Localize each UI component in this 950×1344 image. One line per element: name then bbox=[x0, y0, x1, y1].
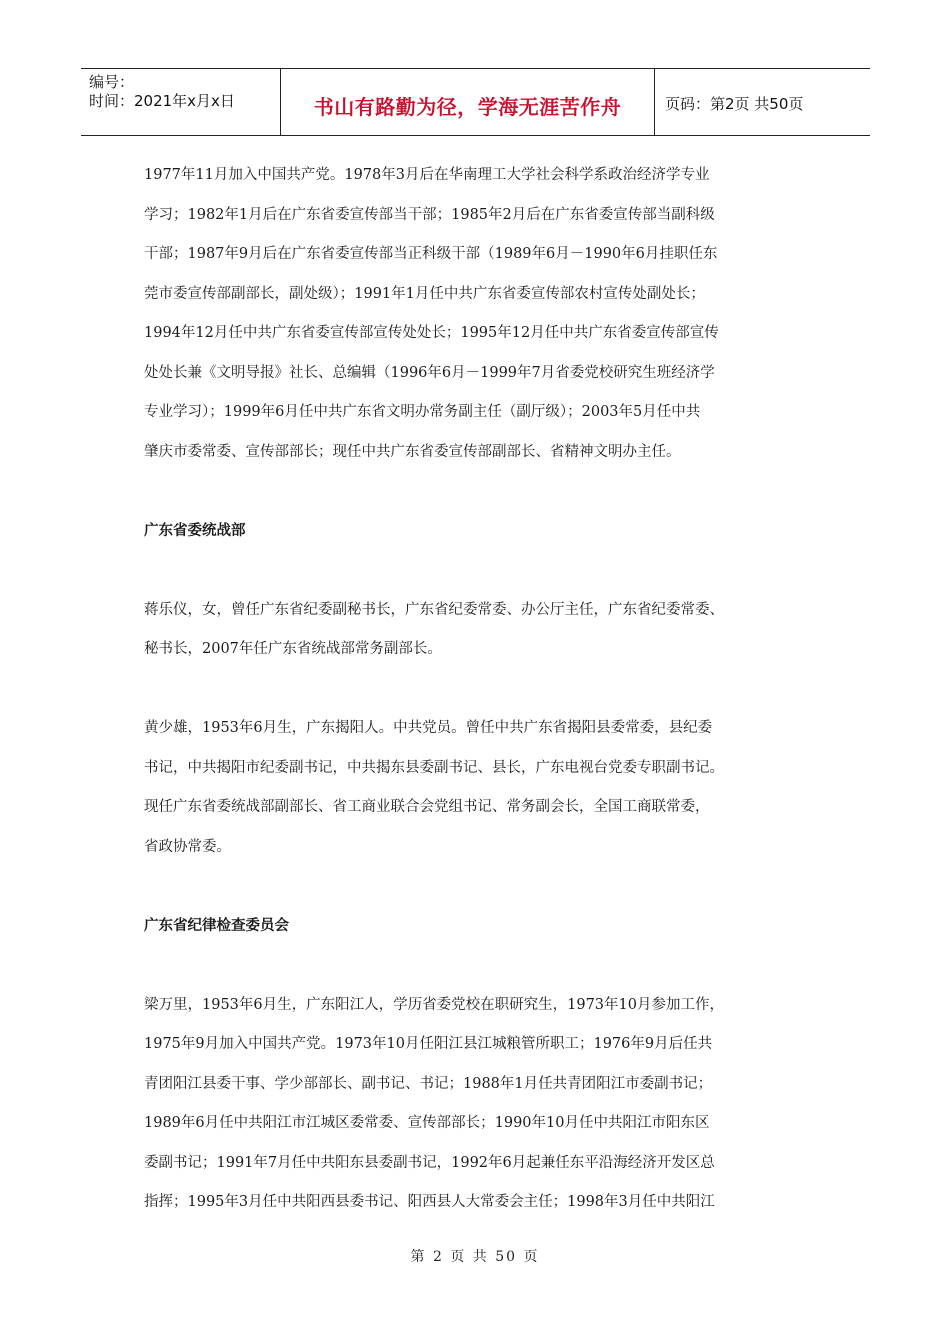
paragraph-line: 梁万里，1953年6月生，广东阳江人，学历省委党校在职研究生，1973年10月参加工作， bbox=[144, 996, 724, 1013]
paragraph-line: 肇庆市委常委、宣传部部长；现任中共广东省委宣传部副部长、省精神文明办主任。 bbox=[144, 443, 681, 460]
paragraph-line: 现任广东省委统战部副部长、省工商业联合会党组书记、常务副会长，全国工商联常委， bbox=[144, 799, 710, 815]
paragraph-line: 指挥；1995年3月任中共阳西县委书记、阳西县人大常委会主任；1998年3月任中共阳江 bbox=[144, 1194, 715, 1210]
paragraph-line: 学习；1982年1月后在广东省委宣传部当干部；1985年2月后在广东省委宣传部当副科级 bbox=[144, 206, 715, 223]
paragraph-line: 委副书记；1991年7月任中共阳东县委副书记，1992年6月起兼任东平沿海经济开发区总 bbox=[144, 1154, 715, 1171]
document-body bbox=[144, 156, 810, 1223]
document-time-label: 时间：2021年x月x日 bbox=[89, 92, 235, 110]
biography-paragraph bbox=[144, 986, 810, 1223]
header-motto: 书山有路勤为径，学海无涯苦作舟 bbox=[313, 95, 622, 119]
paragraph-line: 1989年6月任中共阳江市江城区委常委、宣传部部长；1990年10月任中共阳江市阳东区 bbox=[144, 1115, 710, 1131]
header-meta bbox=[89, 73, 235, 111]
paragraph-line: 黄少雄，1953年6月生，广东揭阳人。中共党员。曾任中共广东省揭阳县委常委，县纪委 bbox=[144, 720, 713, 736]
paragraph-line: 青团阳江县委干事、学少部部长、副书记、书记；1988年1月任共青团阳江市委副书记； bbox=[144, 1075, 713, 1092]
header-page-number: 页码：第2页 共50页 bbox=[665, 95, 804, 113]
biography-paragraph bbox=[144, 156, 810, 472]
paragraph-line: 干部；1987年9月后在广东省委宣传部当正科级干部（1989年6月－1990年6月挂职任东 bbox=[144, 246, 718, 262]
section-heading: 广东省委统战部 bbox=[144, 522, 246, 539]
paragraph-line: 1975年9月加入中国共产党。1973年10月任阳江县江城粮管所职工；1976年9月后任共 bbox=[144, 1036, 713, 1052]
section-heading: 广东省纪律检查委员会 bbox=[144, 917, 289, 934]
page-header bbox=[81, 68, 870, 136]
biography-paragraph bbox=[144, 591, 810, 670]
header-divider bbox=[654, 69, 655, 135]
paragraph-line: 莞市委宣传部副部长，副处级）；1991年1月任中共广东省委宣传部农村宣传处副处长； bbox=[144, 285, 705, 302]
paragraph-line: 省政协常委。 bbox=[144, 838, 231, 855]
paragraph-line: 蒋乐仪，女，曾任广东省纪委副秘书长，广东省纪委常委、办公厅主任，广东省纪委常委、 bbox=[144, 601, 724, 618]
document-number-label: 编号： bbox=[89, 73, 135, 91]
biography-paragraph bbox=[144, 709, 810, 867]
paragraph-line: 处处长兼《文明导报》社长、总编辑（1996年6月－1999年7月省委党校研究生班经济学 bbox=[144, 364, 715, 381]
page-footer: 第 2 页 共 50 页 bbox=[410, 1249, 540, 1265]
paragraph-line: 1977年11月加入中国共产党。1978年3月后在华南理工大学社会科学系政治经济学专业 bbox=[144, 167, 710, 183]
paragraph-line: 书记，中共揭阳市纪委副书记，中共揭东县委副书记、县长，广东电视台党委专职副书记。 bbox=[144, 759, 724, 776]
paragraph-line: 专业学习）；1999年6月任中共广东省文明办常务副主任（副厅级）；2003年5月任中共 bbox=[144, 404, 701, 420]
paragraph-line: 秘书长，2007年任广东省统战部常务副部长。 bbox=[144, 641, 442, 657]
paragraph-line: 1994年12月任中共广东省委宣传部宣传处处长；1995年12月任中共广东省委宣传部宣传 bbox=[144, 325, 719, 341]
